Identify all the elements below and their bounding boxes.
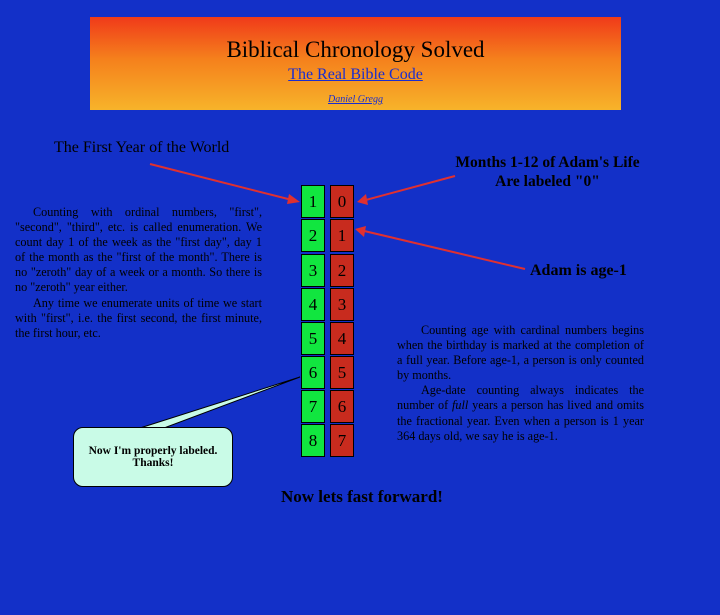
left-arrow — [150, 164, 296, 201]
cardinal-paragraph-1: Counting age with cardinal numbers begins when the birthday is marked at the completion of a full year. Before age-1, a person is only counted by months. — [397, 323, 644, 383]
age-cell: 4 — [330, 322, 354, 355]
fast-forward-text: Now lets fast forward! — [281, 487, 443, 506]
adam-age-label: Adam is age-1 — [530, 262, 627, 279]
left-heading: The First Year of the World — [54, 139, 230, 156]
enumeration-paragraph-2: Any time we enumerate units of time we start with "first", i.e. the first second, the first minute, the first hour, etc. — [15, 295, 262, 340]
enumeration-paragraph-1: Counting with ordinal numbers, "first", "second", "third", etc. is called enumeration. We count day 1 of the week as the "first day", day 1 of the month as the "first of the month". There is no "zeroth" day of a week or a month. So there is no "zeroth" year either. — [15, 205, 262, 295]
ordinal-cell: 6 — [301, 356, 325, 389]
page-title: Biblical Chronology Solved — [226, 37, 485, 62]
cardinal-paragraph-2-end: years a person has lived and omits the fractional year. Even when a person is 1 year 364 days old, we say he is age-1. — [397, 398, 644, 443]
callout-tail — [140, 377, 300, 428]
cardinal-paragraph-2-start: Age-date counting always indicates the number of — [397, 383, 644, 413]
callout-line-1: Now I'm properly labeled. — [88, 445, 218, 457]
ordinal-cell: 1 — [301, 185, 325, 218]
ordinal-cell: 3 — [301, 254, 325, 287]
ordinal-cell: 4 — [301, 288, 325, 321]
full-emphasis: full — [452, 398, 469, 413]
right-heading: Months 1-12 of Adam's Life Are labeled "0" — [455, 154, 640, 190]
speech-callout — [73, 427, 233, 487]
age-arrow-head — [355, 226, 366, 237]
age-cell: 7 — [330, 424, 354, 457]
age-cell: 6 — [330, 390, 354, 423]
cardinal-paragraph-2 — [397, 383, 644, 443]
age-cell: 2 — [330, 254, 354, 287]
age-arrow — [360, 230, 525, 269]
right-arrow — [362, 176, 455, 201]
ordinal-cell: 7 — [301, 390, 325, 423]
cardinal-text — [397, 323, 644, 444]
ordinal-cell: 2 — [301, 219, 325, 252]
ordinal-cell: 5 — [301, 322, 325, 355]
ordinal-cell: 8 — [301, 424, 325, 457]
age-cell: 5 — [330, 356, 354, 389]
subtitle-link[interactable]: The Real Bible Code — [288, 66, 423, 83]
age-cell: 3 — [330, 288, 354, 321]
author-link[interactable]: Daniel Gregg — [328, 94, 383, 105]
left-arrow-head — [287, 194, 300, 204]
callout-line-2: Thanks! — [132, 457, 174, 469]
age-cell: 1 — [330, 219, 354, 252]
age-cell: 0 — [330, 185, 354, 218]
right-arrow-head — [357, 194, 368, 205]
